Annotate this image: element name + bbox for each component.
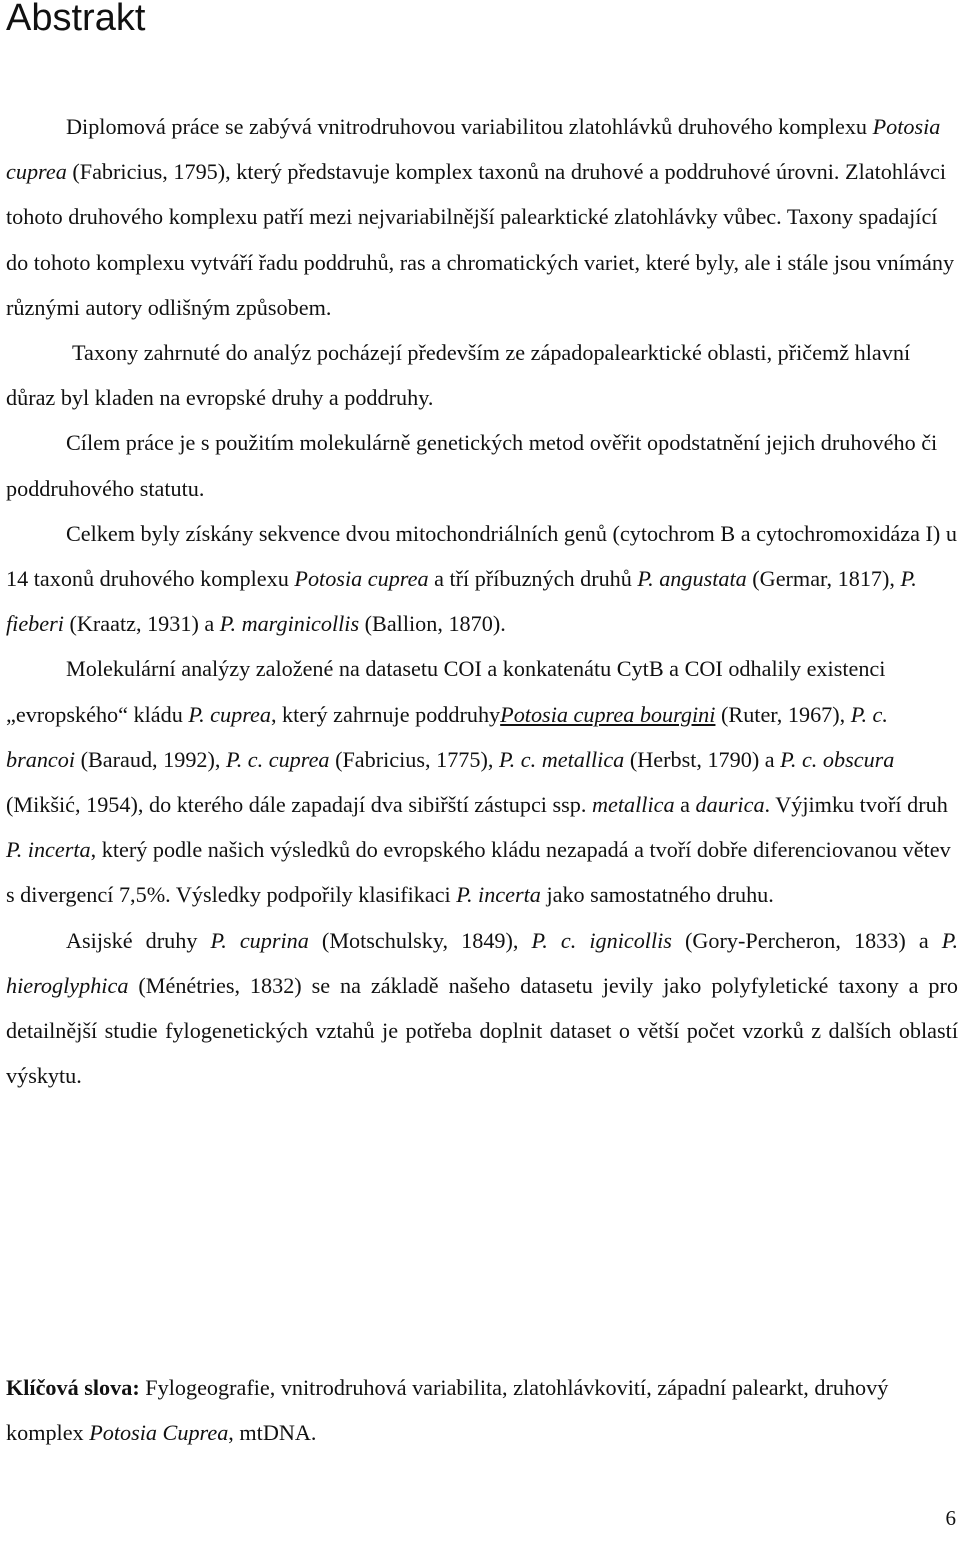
text-run: (Baraud, 1992), [75, 746, 226, 772]
text-run: jako samostatného druhu. [540, 882, 774, 908]
text-run: Diplomová práce se zabývá vnitrodruhovou variabilitou zlatohlávků druhového komplexu [66, 114, 873, 139]
species-name: P. c. brancoi [6, 701, 888, 772]
text-run: (Herbst, 1790) a [624, 746, 781, 772]
text-run: (Motschulsky, 1849), [308, 927, 532, 953]
species-name: Potosia Cuprea [89, 1420, 229, 1446]
page-number: 6 [945, 1506, 956, 1530]
species-name: Potosia cuprea [6, 114, 941, 185]
paragraph-results [6, 646, 958, 917]
species-name: P. c. obscura [780, 746, 895, 772]
text-run: (Germar, 1817), [746, 566, 901, 592]
species-name: Potosia cuprea [294, 566, 429, 592]
text-run: (Kraatz, 1931) a [63, 611, 220, 637]
text-run: a [674, 792, 696, 818]
species-name: daurica [695, 792, 765, 818]
species-name: P. hieroglyphica [6, 927, 958, 998]
page-title: Abstrakt [6, 0, 146, 39]
keywords-text: , mtDNA. [228, 1420, 317, 1446]
text-run: (Fabricius, 1775), [329, 746, 499, 772]
paragraph-intro [6, 104, 958, 330]
text-run: (Ménétries, 1832) se na základě našeho datasetu jevily jako polyfyletické taxony a pro detailnější studie fylogenetických vztahů je potřeba doplnit dataset o větší počet vzorků z dalších oblastí výskytu. [6, 972, 958, 1089]
abstract-body [6, 104, 958, 1098]
text-run: a tří příbuzných druhů [428, 566, 638, 592]
text-run: (Ballion, 1870). [359, 611, 506, 637]
text-run: Celkem byly získány sekvence dvou mitochondriálních genů (cytochrom B a cytochromoxidáza I) u 14 taxonů druhového komplexu [6, 520, 957, 592]
text-run: (Fabricius, 1795), který představuje komplex taxonů na druhové a poddruhové úrovni. Zlatohlávci tohoto druhového komplexu patří mezi nejvariabilnější palearktické zlatohlávky vůbec. Taxony spadající do tohoto komplexu vytváří řadu poddruhů, ras a chromatických variet, které byly, ale i stále jsou vnímány různými autory odlišným způsobem. [6, 159, 955, 320]
text-run: . Výjimku tvoří druh [764, 792, 948, 818]
species-name: Potosia cuprea bourgini [500, 701, 716, 727]
species-name: P. c. metallica [498, 746, 625, 772]
species-name: P. fieberi [6, 566, 917, 637]
text-run: (Gory-Percheron, 1833) a [671, 927, 942, 953]
text-run: (Mikšić, 1954), do kterého dále zapadají dva sibiřští zástupci ssp. [6, 792, 592, 818]
keywords-text: Fylogeografie, vnitrodruhová variabilita, zlatohlávkovití, západní palearkt, druhový komplex [6, 1375, 889, 1446]
species-name: P. cuprea [188, 701, 271, 727]
species-name: metallica [591, 792, 675, 818]
text-run: , který podle našich výsledků do evropského kládu nezapadá a tvoří dobře diferenciovanou větev s divergencí 7,5%. Výsledky podpořily klasifikaci [6, 837, 951, 908]
species-name: P. cuprina [210, 927, 309, 953]
paragraph-aim: Cílem práce je s použitím molekulárně genetických metod ověřit opodstatnění jejich druhového či poddruhového statutu. [6, 430, 938, 501]
paragraph-methods [6, 511, 958, 647]
species-name: P. c. ignicollis [531, 927, 672, 953]
keywords-section [6, 1365, 958, 1455]
paragraph-taxa-scope: Taxony zahrnuté do analýz pocházejí především ze západopalearktické oblasti, přičemž hlavní důraz byl kladen na evropské druhy a poddruhy. [6, 340, 911, 411]
text-run: Asijské druhy [66, 927, 211, 953]
species-name: P. incerta [6, 837, 91, 863]
species-name: P. marginicollis [219, 611, 360, 637]
keywords-label: Klíčová slova: [6, 1375, 140, 1400]
paragraph-asian-species [6, 918, 958, 1099]
keywords-line [6, 1365, 958, 1455]
text-run: , který zahrnuje poddruhy [270, 701, 501, 727]
text-run: (Ruter, 1967), [715, 701, 851, 727]
species-name: P. incerta [456, 882, 541, 908]
species-name: P. angustata [637, 566, 747, 592]
species-name: P. c. cuprea [226, 746, 330, 772]
text-run: Molekulární analýzy založené na datasetu COI a konkatenátu CytB a COI odhalily existenci „evropského“ kládu [6, 656, 886, 727]
